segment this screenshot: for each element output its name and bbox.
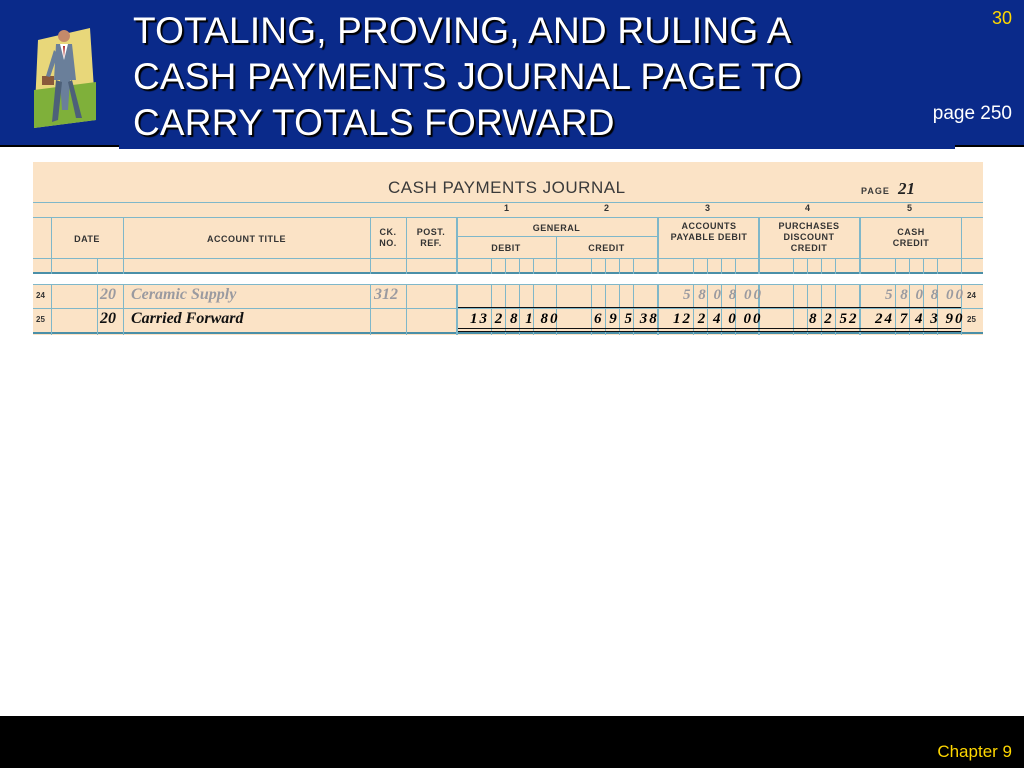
journal-title: CASH PAYMENTS JOURNAL: [388, 178, 626, 197]
row-general-debit: 13 2 8 1 80: [470, 311, 560, 327]
header-ck-no: CK. NO.: [379, 227, 397, 248]
row-cash-credit: 24 7 4 3 90: [875, 311, 965, 327]
double-ruling-bottom: [458, 331, 961, 332]
header-post-ref: POST. REF.: [416, 227, 446, 248]
slide-footer: [0, 716, 1024, 768]
row-number-right: 24: [967, 291, 976, 300]
column-number-5: 5: [907, 203, 913, 213]
header-purchases-discount-credit: PURCHASES DISCOUNT CREDIT: [778, 221, 840, 253]
chapter-label: Chapter 9: [937, 742, 1012, 761]
row-number-left: 25: [36, 315, 45, 324]
row-ap-debit: 12 2 4 0 00: [673, 311, 763, 327]
slide-header: [0, 0, 1024, 147]
journal-page-label: PAGE: [861, 186, 890, 196]
row-general-credit: 6 9 5 38: [594, 311, 659, 327]
slide-number: 30: [991, 8, 1012, 28]
row-account-title: Ceramic Supply: [131, 286, 237, 303]
header-general-debit: DEBIT: [491, 243, 521, 253]
header-account-title: ACCOUNT TITLE: [207, 234, 286, 244]
row-day: 20: [100, 310, 116, 327]
row-number-left: 24: [36, 291, 45, 300]
column-number-2: 2: [604, 203, 610, 213]
businessman-walking-clipart: [30, 20, 100, 130]
cash-payments-journal: [33, 162, 983, 335]
column-number-4: 4: [805, 203, 811, 213]
header-general: GENERAL: [532, 223, 581, 233]
header-date: DATE: [74, 234, 100, 244]
row-cash-credit: 5 8 0 8 00: [885, 287, 965, 303]
page-reference: page 250: [932, 103, 1012, 124]
column-number-3: 3: [705, 203, 711, 213]
header-accounts-payable-debit: ACCOUNTS PAYABLE DEBIT: [670, 221, 748, 242]
row-day: 20: [100, 286, 116, 303]
column-number-1: 1: [504, 203, 510, 213]
journal-gap: [33, 274, 983, 284]
single-ruling: [458, 307, 961, 308]
row-check-number: 312: [374, 286, 398, 303]
header-general-credit: CREDIT: [588, 243, 625, 253]
double-ruling-top: [458, 328, 961, 329]
row-ap-debit: 5 8 0 8 00: [683, 287, 763, 303]
row-account-title: Carried Forward: [131, 310, 244, 327]
header-cash-credit: CASH CREDIT: [892, 227, 930, 248]
slide-title: TOTALING, PROVING, AND RULING A CASH PAYMENTS JOURNAL PAGE TO CARRY TOTALS FORWARD: [133, 10, 803, 143]
journal-page-number: 21: [898, 179, 915, 198]
row-number-right: 25: [967, 315, 976, 324]
row-purchases-discount-credit: 8 2 52: [809, 311, 859, 327]
